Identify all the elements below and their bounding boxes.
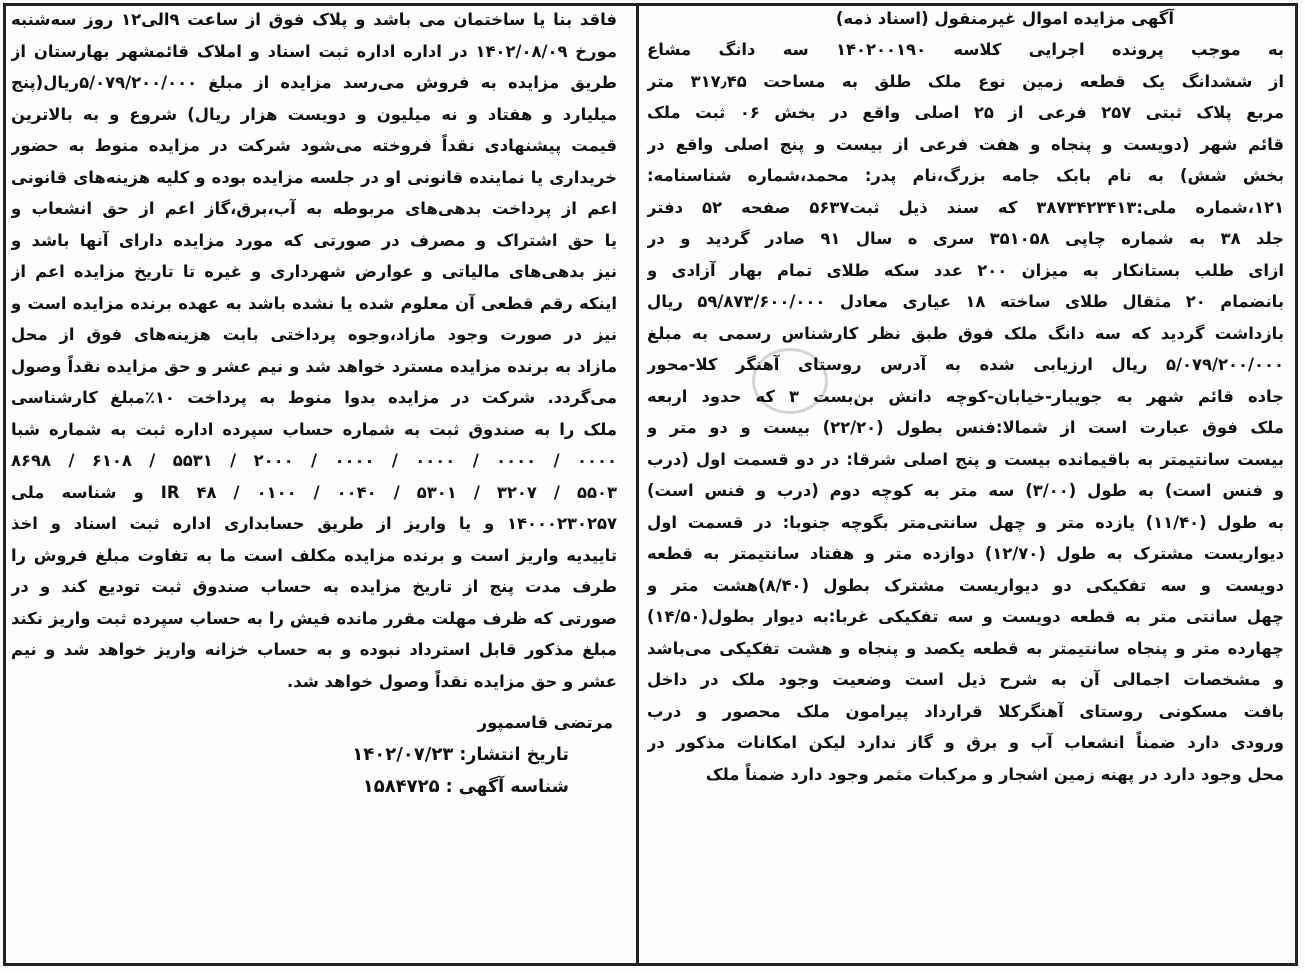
text-line: مبلغ مذکور قابل استرداد نبوده و به حساب خزانه واریز خواهد شد و نیم — [11, 640, 617, 659]
text-line: از ششدانگ یک قطعه زمین نوع ملک طلق به مساحت ۳۱۷٫۴۵ متر — [647, 71, 1284, 91]
text-line: خریداری یا نماینده قانونی او در جلسه مزایده بوده و کلیه هزینه‌های قانونی — [11, 167, 617, 187]
text-line: ملک را به صندوق ثبت به شماره حساب سپرده اداره ثبت به شماره شبا — [11, 419, 617, 439]
text-line: تاییدیه واریز است و برنده مزایده مکلف است ما به تفاوت مبلغ فروش را — [11, 545, 617, 565]
text-line: جاده قائم شهر به جویبار-خیابان-کوچه دانش بن‌بست ۳ که حدود اربعه — [647, 386, 1284, 406]
text-line: بخش شش) به نام بابک جامه بزرگ،نام پدر: محمد،شماره شناسنامه: — [647, 166, 1284, 185]
text-line: دیواریست مشترک به طول (۱۲/۷۰) دوازده متر و هفتاد سانتیمتر به قطعه — [647, 544, 1284, 563]
text-line: ازای طلب بستانکار به میزان ۲۰۰ عدد سکه طلای تمام بهار آزادی و — [647, 260, 1284, 280]
publish-date-value: ۱۴۰۲/۰۷/۲۳ — [352, 743, 454, 765]
text-line: بانضمام ۲۰ مثقال طلای ساخته ۱۸ عیاری معادل ۵۹/۸۷۳/۶۰۰/۰۰۰ ریال — [647, 292, 1284, 311]
ad-id-label: شناسه آگهی : — [445, 776, 569, 797]
text-line: ۱۴۰۰۰۲۳۰۲۵۷ و یا واریز از طریق حسابداری اداره ثبت اسناد و اخذ — [11, 514, 617, 533]
text-line: یا حق اشتراک و مصرف در صورتی که مورد مزایده دارای آنها باشد و — [11, 230, 617, 250]
text-line: ۰۰۰۰ / ۰۰۰۰ / ۰۰۰۰ / ۰۰۰۰ / ۲۰۰۰ / ۵۵۳۱ / ۶۱۰۸ / ۸۶۹۸ — [11, 451, 617, 470]
text-line: ۵۵۰۳ / ۳۲۰۷ / ۵۳۰۱ / ۰۰۴۰ / ۰۱۰۰ / IR ۴۸ و شناسه ملی — [11, 482, 617, 502]
text-line: چهارده متر و پنجاه سانتیمتر به قطعه یکصد و پنجاه و هشت تفکیکی می‌باشد — [647, 638, 1284, 658]
text-line: بازداشت گردید که سه دانگ ملک فوق طبق نظر کارشناس رسمی به مبلغ — [647, 323, 1284, 343]
left-column — [5, 4, 631, 966]
text-line: صورتی که ظرف مهلت مقرر مانده فیش را به حساب سپرده ثبت واریز نکند — [11, 608, 617, 628]
publish-date-row — [11, 739, 617, 771]
ad-id-value: ۱۵۸۴۷۲۵ — [362, 775, 440, 797]
text-line: میلیارد و هفتاد و نه میلیون و دویست هزار ریال) شروع و به بالاترین — [11, 104, 617, 124]
text-line: چهل سانتی متر به قطعه دویست و سه تفکیکی غربا:به دیوار بطول(۱۴/۵۰) — [647, 607, 1284, 626]
right-column-text — [647, 34, 1284, 790]
text-line: به طول (۱۱/۴۰) یازده متر و چهل سانتی‌متر بگوچه جنوبا: در قسمت اول — [647, 512, 1284, 532]
text-line: و مشخصات اجمالی آن به شرح ذیل است وضعیت وجود ملک در داخل — [647, 670, 1284, 689]
publish-date-label: تاریخ انتشار: — [459, 744, 569, 765]
text-line: عشر و حق مزایده نقداً وصول خواهد شد. — [287, 671, 617, 691]
text-line: مربع پلاک ثبتی ۲۵۷ فرعی از ۲۵ اصلی واقع در بخش ۰۶ ثبت ملک — [647, 103, 1284, 122]
text-line: بیست سانتیمتر به باقیمانده بیست و پنج اصلی شرقا: در دو قسمت اول (درب — [647, 449, 1284, 469]
text-line: و فنس است) به طول (۳/۰۰) سه متر به کوچه دوم (درب و فنس است) — [647, 481, 1284, 500]
text-line: مازاد به برنده مزایده مسترد خواهد شد و نیم عشر و حق مزایده نقداً وصول — [11, 356, 617, 376]
right-column — [641, 4, 1298, 966]
text-line: طرف مدت پنج از تاریخ مزایده به حساب صندوق ثبت تودیع کند و در — [11, 577, 617, 596]
notice-title: آگهی مزایده اموال غیرمنقول (اسناد ذمه) — [835, 9, 1174, 28]
text-line: ورودی دارد ضمناً انشعاب آب و برق و گاز ندارد لیکن امکانات مذکور در — [647, 733, 1284, 752]
column-divider — [636, 6, 639, 964]
text-line: اینکه رقم قطعی آن معلوم شده یا نشده باشد به عهده برنده مزایده است و — [11, 293, 617, 313]
text-line: فاقد بنا یا ساختمان می باشد و پلاک فوق از ساعت ۹الی۱۲ روز سه‌شنبه — [11, 10, 617, 29]
text-line: محل وجود دارد در پهنه زمین اشجار و مرکبات مثمر وجود دارد ضمناً ملک — [705, 764, 1284, 784]
text-line: قیمت پیشنهادی نقداً فروخته می‌شود شرکت در مزایده منوط به حضور — [11, 136, 617, 155]
text-line: ملک فوق عبارت است از شمالا:فنس بطول (۲۲/۲۰) بیست و دو متر و — [647, 418, 1284, 437]
text-line: طریق مزایده به فروش می‌رسد مزایده از مبلغ ۵/۰۷۹/۲۰۰/۰۰۰ریال(پنج — [11, 73, 617, 92]
text-line: دویست و سه تفکیکی دو دیواریست مشترک بطول (۸/۴۰)هشت متر و — [647, 575, 1284, 595]
text-line: ۵/۰۷۹/۲۰۰/۰۰۰ ریال ارزیابی شده به آدرس روستای آهنگر کلا-محور — [647, 355, 1284, 374]
text-line: قائم شهر (دویست و پنجاه و هفت فرعی از بیست و پنج اصلی واقع در — [647, 134, 1284, 154]
signature-name: مرتضی قاسمپور — [477, 713, 613, 732]
text-line: نیز بدهی‌های مالیاتی و عوارض شهرداری و غیره تا تاریخ مزایده اعم از — [11, 262, 617, 281]
text-line: اعم از پرداخت بدهی‌های مربوطه به آب،برق،گاز اعم از حق انشعاب و — [11, 199, 617, 218]
text-line: به موجب پرونده اجرایی کلاسه ۱۴۰۲۰۰۱۹۰ سه دانگ مشاع — [647, 40, 1284, 59]
text-line: جلد ۳۸ به شماره چاپی ۳۵۱۰۵۸ سری ه سال ۹۱ صادر گردید و در — [647, 229, 1284, 248]
text-line: مورخ ۱۴۰۲/۰۸/۰۹ در اداره اداره ثبت اسناد و املاک قائمشهر بهارستان از — [11, 41, 617, 61]
text-line: بافت مسکونی روستای آهنگرکلا قرارداد پیرامون ملک محصور و درب — [647, 701, 1284, 721]
text-line: می‌گردد. شرکت در مزایده بدوا منوط به پرداخت ۱۰٪مبلغ کارشناسی — [11, 388, 617, 407]
left-column-text — [11, 4, 617, 697]
ad-id-row — [11, 771, 617, 803]
text-line: ۱۲۱،شماره ملی:۳۸۷۳۴۲۳۴۱۳ که سند ذیل ثبت۵۶۳۷ صفحه ۵۲ دفتر — [647, 197, 1284, 217]
text-line: نیز در صورت وجود مازاد،وجوه پرداختی بابت هزینه‌های فوق از محل — [11, 325, 617, 344]
